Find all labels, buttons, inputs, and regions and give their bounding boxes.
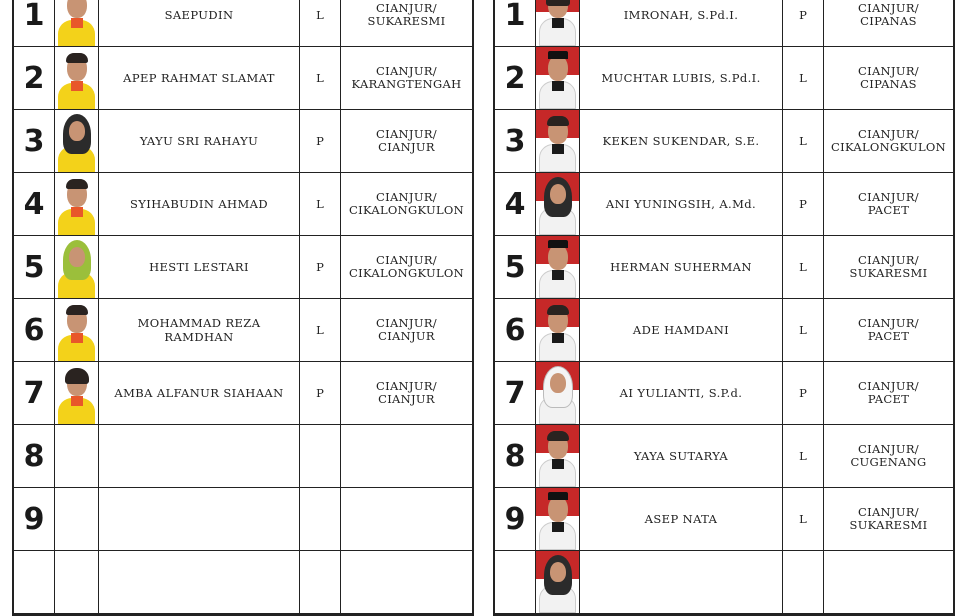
- candidate-photo: [536, 47, 579, 109]
- candidate-number: 8: [495, 425, 536, 487]
- candidate-gender: P: [300, 110, 341, 172]
- candidate-gender: L: [783, 488, 824, 550]
- candidate-domicile: CIANJUR/ CIANJUR: [376, 378, 437, 406]
- candidate-number: 6: [14, 299, 55, 361]
- candidate-photo: [536, 173, 579, 235]
- candidate-gender: P: [783, 362, 824, 424]
- candidate-name: SYIHABUDIN AHMAD: [99, 173, 300, 235]
- candidate-number: 7: [14, 362, 55, 424]
- candidate-photo-cell: [536, 425, 580, 487]
- candidate-name: AI YULIANTI, S.P.d.: [580, 362, 783, 424]
- candidate-gender: L: [783, 425, 824, 487]
- candidate-domicile: CIANJUR/ SUKARESMI: [849, 252, 928, 280]
- candidate-photo: [536, 0, 579, 46]
- candidate-photo: [55, 173, 98, 235]
- candidate-name: ANI YUNINGSIH, A.Md.: [580, 173, 783, 235]
- candidate-photo-cell: [536, 488, 580, 550]
- candidate-number: 8: [14, 425, 55, 487]
- candidate-name: YAYA SUTARYA: [580, 425, 783, 487]
- candidate-domicile: CIANJUR/ CIKALONGKULON: [349, 252, 464, 280]
- candidate-photo-cell: [55, 362, 99, 424]
- candidate-domicile: CIANJUR/ PACET: [858, 315, 919, 343]
- candidate-name: HERMAN SUHERMAN: [580, 236, 783, 298]
- candidate-domicile: [341, 551, 472, 613]
- candidate-row: [14, 362, 472, 425]
- candidate-photo-cell: [55, 173, 99, 235]
- candidate-name: HESTI LESTARI: [99, 236, 300, 298]
- candidate-row: [495, 488, 953, 551]
- candidate-row: [495, 425, 953, 488]
- candidate-photo: [536, 425, 579, 487]
- candidate-table-left: [12, 0, 474, 616]
- candidate-photo-cell: [55, 488, 99, 550]
- candidate-name: IMRONAH, S.Pd.I.: [580, 0, 783, 46]
- candidate-gender: L: [783, 299, 824, 361]
- candidate-gender: L: [300, 299, 341, 361]
- candidate-photo-cell: [536, 236, 580, 298]
- candidate-photo-cell: [55, 551, 99, 613]
- candidate-name: [99, 425, 300, 487]
- candidate-row: [495, 110, 953, 173]
- candidate-name: YAYU SRI RAHAYU: [99, 110, 300, 172]
- candidate-photo: [536, 236, 579, 298]
- candidate-domicile: CIANJUR/ SUKARESMI: [849, 504, 928, 532]
- candidate-photo: [55, 299, 98, 361]
- candidate-number: 6: [495, 299, 536, 361]
- candidate-photo-cell: [536, 110, 580, 172]
- candidate-gender: L: [783, 47, 824, 109]
- candidate-gender: L: [783, 110, 824, 172]
- candidate-photo: [536, 488, 579, 550]
- candidate-number: 5: [495, 236, 536, 298]
- candidate-row: [495, 47, 953, 110]
- candidate-number: 9: [14, 488, 55, 550]
- candidate-number: 1: [495, 0, 536, 46]
- candidate-row: [14, 425, 472, 488]
- candidate-photo: [55, 362, 98, 424]
- candidate-domicile: CIANJUR/ CIPANAS: [858, 0, 919, 28]
- candidate-photo-cell: [536, 173, 580, 235]
- candidate-gender: [300, 488, 341, 550]
- candidate-photo-cell: [536, 47, 580, 109]
- candidate-photo-cell: [55, 236, 99, 298]
- candidate-photo-cell: [536, 551, 580, 613]
- candidate-photo-cell: [536, 362, 580, 424]
- candidate-photo: [55, 0, 98, 46]
- candidate-name: [99, 488, 300, 550]
- candidate-row: [495, 551, 953, 614]
- candidate-number: [495, 551, 536, 613]
- candidate-domicile: CIANJUR/ PACET: [858, 189, 919, 217]
- candidate-gender: P: [783, 0, 824, 46]
- candidate-domicile: [824, 551, 953, 613]
- candidate-gender: [300, 425, 341, 487]
- candidate-name: ASEP NATA: [580, 488, 783, 550]
- candidate-number: 7: [495, 362, 536, 424]
- candidate-domicile: CIANJUR/ CIANJUR: [376, 126, 437, 154]
- candidate-row: [14, 110, 472, 173]
- candidate-domicile: CIANJUR/ CIPANAS: [858, 63, 919, 91]
- candidate-domicile: CIANJUR/ CIANJUR: [376, 315, 437, 343]
- candidate-row: [495, 362, 953, 425]
- candidate-name: MUCHTAR LUBIS, S.Pd.I.: [580, 47, 783, 109]
- candidate-photo: [55, 110, 98, 172]
- candidate-row: [495, 236, 953, 299]
- candidate-name: SAEPUDIN: [99, 0, 300, 46]
- candidate-row: [495, 299, 953, 362]
- candidate-row: [14, 173, 472, 236]
- candidate-row: [14, 47, 472, 110]
- candidate-name: APEP RAHMAT SLAMAT: [99, 47, 300, 109]
- candidate-number: 5: [14, 236, 55, 298]
- candidate-number: 9: [495, 488, 536, 550]
- candidate-row: [14, 236, 472, 299]
- candidate-name: [99, 551, 300, 613]
- candidate-gender: P: [300, 236, 341, 298]
- candidate-name: [580, 551, 783, 613]
- candidate-name: ADE HAMDANI: [580, 299, 783, 361]
- candidate-domicile: [341, 488, 472, 550]
- candidate-domicile: CIANJUR/ CUGENANG: [850, 441, 927, 469]
- candidate-domicile: CIANJUR/ SUKARESMI: [367, 0, 446, 28]
- candidate-number: 3: [14, 110, 55, 172]
- candidate-photo-cell: [55, 425, 99, 487]
- candidate-photo-cell: [55, 110, 99, 172]
- candidate-gender: L: [300, 47, 341, 109]
- candidate-row: [14, 488, 472, 551]
- candidate-gender: P: [300, 362, 341, 424]
- candidate-number: 4: [495, 173, 536, 235]
- candidate-photo: [536, 551, 579, 613]
- candidate-photo-cell: [55, 0, 99, 46]
- candidate-gender: L: [300, 0, 341, 46]
- candidate-gender: [300, 551, 341, 613]
- candidate-photo-cell: [536, 0, 580, 46]
- candidate-name: MOHAMMAD REZA RAMDHAN: [99, 299, 300, 361]
- candidate-name: KEKEN SUKENDAR, S.E.: [580, 110, 783, 172]
- candidate-number: 1: [14, 0, 55, 46]
- candidate-photo: [55, 47, 98, 109]
- candidate-photo-cell: [536, 299, 580, 361]
- candidate-photo-cell: [55, 47, 99, 109]
- candidate-photo: [536, 299, 579, 361]
- candidate-gender: [783, 551, 824, 613]
- candidate-row: [14, 299, 472, 362]
- candidate-row: [495, 0, 953, 47]
- candidate-photo: [536, 362, 579, 424]
- candidate-number: 3: [495, 110, 536, 172]
- candidate-number: 2: [14, 47, 55, 109]
- candidate-photo-cell: [55, 299, 99, 361]
- candidate-gender: L: [783, 236, 824, 298]
- candidate-row: [495, 173, 953, 236]
- candidate-row: [14, 0, 472, 47]
- candidate-domicile: [341, 425, 472, 487]
- candidate-domicile: CIANJUR/ PACET: [858, 378, 919, 406]
- candidate-gender: P: [783, 173, 824, 235]
- candidate-number: 4: [14, 173, 55, 235]
- candidate-row: [14, 551, 472, 614]
- candidate-number: [14, 551, 55, 613]
- candidate-domicile: CIANJUR/ CIKALONGKULON: [831, 126, 946, 154]
- candidate-number: 2: [495, 47, 536, 109]
- candidate-photo: [536, 110, 579, 172]
- candidate-photo: [55, 236, 98, 298]
- candidate-name: AMBA ALFANUR SIAHAAN: [99, 362, 300, 424]
- candidate-domicile: CIANJUR/ KARANGTENGAH: [351, 63, 462, 91]
- candidate-domicile: CIANJUR/ CIKALONGKULON: [349, 189, 464, 217]
- candidate-table-right: [493, 0, 955, 616]
- candidate-gender: L: [300, 173, 341, 235]
